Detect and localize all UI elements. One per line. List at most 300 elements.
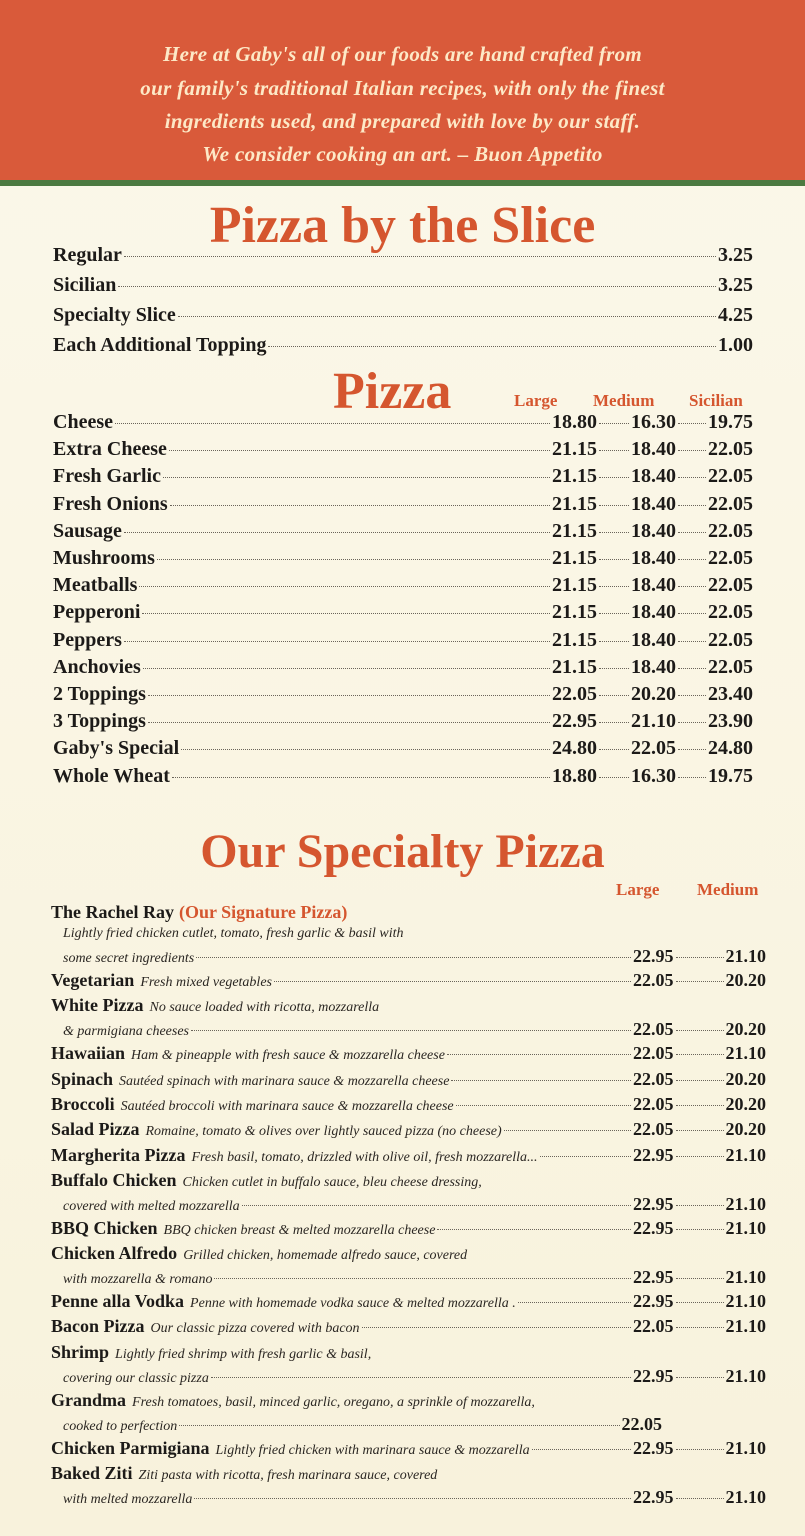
item-name: Chicken Alfredo (51, 1243, 178, 1264)
banner-line: Here at Gaby's all of our foods are hand crafted from (162, 42, 643, 66)
dot-leader (676, 981, 724, 982)
price-large: 21.15 (552, 655, 597, 678)
dot-leader (179, 1425, 619, 1426)
price-medium: 21.10 (725, 1316, 766, 1337)
dot-leader (599, 749, 629, 750)
price-group (552, 465, 753, 488)
dot-leader (194, 1498, 631, 1499)
item-line (51, 1291, 766, 1315)
dot-leader (362, 1327, 631, 1328)
dot-leader (676, 1130, 724, 1131)
dot-leader (599, 559, 629, 560)
item-name: Buffalo Chicken (51, 1169, 177, 1190)
price-group (552, 656, 753, 679)
price-medium: 18.40 (631, 438, 676, 461)
item-name: Regular (53, 244, 122, 266)
price-large: 22.05 (633, 1019, 674, 1040)
price-sicilian: 22.05 (708, 574, 753, 597)
price-group (552, 411, 753, 434)
item-line (51, 1170, 766, 1194)
pizza-row (53, 737, 753, 763)
price-medium: 21.10 (725, 1043, 766, 1064)
price-medium: 16.30 (631, 411, 676, 433)
signature-tag: (Our Signature Pizza) (179, 902, 348, 922)
dot-leader (676, 1030, 724, 1031)
price-medium: 18.40 (631, 601, 676, 624)
item-description: Penne with homemade vodka sauce & melted mozzarella . (190, 1296, 516, 1312)
price-large: 22.05 (633, 970, 674, 990)
dot-leader (599, 505, 629, 506)
dot-leader (211, 1377, 631, 1378)
price-large: 18.80 (552, 764, 597, 787)
item-line (51, 1390, 766, 1414)
item-name: Each Additional Topping (53, 334, 267, 356)
dot-leader (540, 1156, 631, 1157)
dot-leader (268, 346, 716, 347)
dot-leader (676, 1105, 724, 1106)
item-name: Spinach (51, 1068, 114, 1089)
item-line (51, 946, 766, 970)
item-line (51, 1487, 766, 1511)
item-description: BBQ chicken breast & melted mozzarella cheese (163, 1222, 436, 1238)
item-description: covered with melted mozzarella (63, 1198, 240, 1214)
price-large: 21.15 (552, 492, 597, 515)
price-medium: 21.10 (725, 1217, 766, 1238)
specialty-section-title: Our Specialty Pizza (200, 825, 605, 878)
price-large: 22.05 (633, 1043, 674, 1064)
dot-leader (676, 1205, 724, 1206)
specialty-item (51, 902, 766, 970)
item-name: White Pizza (51, 995, 144, 1016)
item-name: Anchovies (53, 655, 141, 678)
price-large: 22.95 (633, 1217, 674, 1238)
item-description: Fresh mixed vegetables (140, 975, 272, 990)
item-description: some secret ingredients (63, 951, 195, 966)
price-sicilian: 22.05 (708, 519, 753, 542)
price-medium: 18.40 (631, 574, 676, 597)
dot-leader (676, 1156, 724, 1157)
slice-row (53, 274, 753, 300)
dot-leader (599, 695, 629, 696)
dot-leader (157, 559, 550, 560)
price-large: 21.15 (552, 547, 597, 569)
price-large: 22.95 (552, 710, 597, 733)
item-price: 1.00 (718, 334, 753, 356)
item-name: Shrimp (51, 1341, 110, 1362)
price-sicilian: 22.05 (708, 547, 753, 569)
item-line (51, 1316, 766, 1340)
specialty-item (51, 1316, 766, 1340)
price-large: 24.80 (552, 737, 597, 760)
price-large: 21.15 (552, 519, 597, 542)
slice-row (53, 334, 753, 360)
price-large: 22.95 (633, 1267, 674, 1288)
item-line (51, 1463, 766, 1487)
price-sicilian: 22.05 (708, 492, 753, 515)
specialty-item (51, 1243, 766, 1291)
specialty-item (51, 1218, 766, 1242)
dot-leader (532, 1449, 631, 1450)
price-large: 18.80 (552, 411, 597, 433)
item-price: 4.25 (718, 304, 753, 326)
dot-leader (456, 1105, 631, 1106)
price-group (552, 629, 753, 652)
specialty-item (51, 970, 766, 994)
dot-leader (169, 450, 550, 451)
price-large: 22.05 (552, 683, 597, 705)
item-description: covering our classic pizza (63, 1370, 209, 1386)
item-line (51, 1267, 766, 1291)
dot-leader (676, 1229, 724, 1230)
item-line (51, 1438, 766, 1462)
price-sicilian: 19.75 (708, 764, 753, 787)
pizza-col-sicilian: Sicilian (689, 391, 743, 410)
item-price: 3.25 (718, 244, 753, 266)
dot-leader (139, 586, 550, 587)
item-description: Grilled chicken, homemade alfredo sauce, covered (183, 1248, 468, 1264)
specialty-item (51, 1069, 766, 1093)
item-description: Chicken cutlet in buffalo sauce, bleu cheese dressing, (182, 1174, 482, 1190)
dot-leader (214, 1278, 631, 1279)
item-description: Lightly fried shrimp with fresh garlic & basil, (115, 1346, 372, 1362)
item-name: Penne alla Vodka (51, 1291, 185, 1312)
dot-leader (599, 423, 629, 424)
item-line (51, 902, 766, 926)
pizza-row (53, 465, 753, 491)
dot-leader (678, 477, 706, 478)
item-name: Vegetarian (51, 970, 135, 990)
dot-leader (599, 532, 629, 533)
dot-leader (676, 1449, 724, 1450)
item-line (51, 1069, 766, 1093)
item-name: Chicken Parmigiana (51, 1437, 210, 1458)
dot-leader (678, 641, 706, 642)
item-line (51, 1194, 766, 1218)
price-large: 22.05 (621, 1413, 662, 1434)
item-description: Our classic pizza covered with bacon (150, 1321, 360, 1337)
banner-line: We consider cooking an art. – Buon Appetito (202, 142, 603, 166)
pizza-row (53, 411, 753, 437)
specialty-item (51, 1119, 766, 1143)
dot-leader (518, 1302, 631, 1303)
price-medium: 21.10 (725, 1437, 766, 1458)
dot-leader (447, 1054, 631, 1055)
dot-leader (178, 316, 716, 317)
dot-leader (678, 668, 706, 669)
price-medium: 18.40 (631, 628, 676, 651)
dot-leader (678, 532, 706, 533)
dot-leader (676, 1080, 724, 1081)
price-sicilian: 22.05 (708, 655, 753, 678)
specialty-item (51, 1170, 766, 1218)
dot-leader (274, 981, 631, 982)
dot-leader (599, 613, 629, 614)
item-description: with mozzarella & romano (63, 1272, 213, 1288)
item-line (51, 970, 766, 994)
price-medium: 21.10 (631, 710, 676, 733)
dot-leader (678, 423, 706, 424)
item-line (51, 1019, 766, 1043)
item-name: Fresh Onions (53, 492, 168, 515)
price-group (552, 438, 753, 461)
item-name: Meatballs (53, 574, 138, 597)
item-description: with melted mozzarella (63, 1492, 193, 1507)
slice-section-title: Pizza by the Slice (209, 197, 596, 254)
price-medium: 20.20 (725, 970, 766, 990)
dot-leader (676, 1377, 724, 1378)
price-medium: 18.40 (631, 547, 676, 569)
price-medium: 18.40 (631, 492, 676, 515)
specialty-item (51, 1043, 766, 1067)
item-name: Whole Wheat (53, 764, 170, 787)
item-name: Fresh Garlic (53, 465, 161, 488)
dot-leader (181, 749, 550, 750)
item-name: Salad Pizza (51, 1119, 140, 1140)
price-large: 22.95 (633, 1144, 674, 1165)
pizza-row (53, 493, 753, 519)
pizza-row (53, 683, 753, 709)
dot-leader (676, 1278, 724, 1279)
dot-leader (678, 586, 706, 587)
specialty-item (51, 1291, 766, 1315)
dot-leader (599, 777, 629, 778)
price-medium: 20.20 (725, 1093, 766, 1114)
item-line (51, 1218, 766, 1242)
dot-leader (504, 1130, 631, 1131)
item-name: Margherita Pizza (51, 1144, 186, 1165)
item-description: Fresh basil, tomato, drizzled with olive oil, fresh mozzarella... (191, 1149, 538, 1165)
dot-leader (599, 450, 629, 451)
item-description: Romaine, tomato & olives over lightly sauced pizza (no cheese) (145, 1124, 502, 1140)
dot-leader (196, 957, 631, 958)
price-large: 21.15 (552, 438, 597, 461)
dot-leader (678, 450, 706, 451)
dot-leader (172, 777, 550, 778)
item-name: Pepperoni (53, 601, 141, 624)
pizza-section-title: Pizza (333, 363, 452, 420)
specialty-item (51, 995, 766, 1043)
price-large: 22.95 (633, 946, 674, 966)
price-medium: 21.10 (725, 1365, 766, 1386)
item-description: Sautéed broccoli with marinara sauce & mozzarella cheese (120, 1098, 454, 1114)
price-medium: 21.10 (725, 946, 766, 966)
specialty-item (51, 1390, 766, 1438)
pizza-row (53, 765, 753, 791)
pizza-row (53, 656, 753, 682)
dot-leader (678, 777, 706, 778)
pizza-col-large: Large (514, 391, 558, 410)
item-name: Extra Cheese (53, 438, 167, 461)
specialty-item (51, 1463, 766, 1511)
item-name: Mushrooms (53, 547, 155, 569)
price-large: 22.05 (633, 1093, 674, 1114)
price-large: 22.05 (633, 1119, 674, 1140)
dot-leader (148, 695, 550, 696)
price-sicilian: 19.75 (708, 411, 753, 433)
dot-leader (678, 695, 706, 696)
item-name: Hawaiian (51, 1043, 126, 1064)
item-line (51, 1043, 766, 1067)
dot-leader (599, 668, 629, 669)
dot-leader (118, 286, 716, 287)
price-medium: 20.20 (725, 1119, 766, 1140)
item-description: Sautéed spinach with marinara sauce & mozzarella cheese (119, 1073, 450, 1089)
price-sicilian: 23.40 (708, 683, 753, 705)
price-large: 22.95 (633, 1291, 674, 1312)
item-name: Gaby's Special (53, 737, 180, 760)
dot-leader (678, 559, 706, 560)
item-description: Ham & pineapple with fresh sauce & mozzarella cheese (131, 1048, 445, 1064)
pizza-row (53, 438, 753, 464)
price-sicilian: 22.05 (708, 601, 753, 624)
item-line (51, 1145, 766, 1169)
item-name: Peppers (53, 628, 122, 651)
pizza-row (53, 710, 753, 736)
item-name: Bacon Pizza (51, 1316, 145, 1337)
dot-leader (124, 641, 550, 642)
item-description: No sauce loaded with ricotta, mozzarella (149, 1000, 380, 1016)
dot-leader (124, 532, 550, 533)
specialty-item (51, 1094, 766, 1118)
dot-leader (676, 1498, 724, 1499)
price-medium: 18.40 (631, 465, 676, 488)
price-sicilian: 22.05 (708, 628, 753, 651)
price-large: 22.95 (633, 1487, 674, 1507)
item-description: Lightly fried chicken with marinara sauce & mozzarella (215, 1442, 530, 1458)
specialty-col-large: Large (616, 880, 660, 899)
pizza-col-medium: Medium (593, 391, 655, 410)
price-sicilian: 22.05 (708, 438, 753, 461)
item-name: Baked Ziti (51, 1463, 133, 1483)
dot-leader (599, 722, 629, 723)
item-description: & parmigiana cheeses (63, 1024, 189, 1040)
price-medium: 20.20 (725, 1019, 766, 1040)
price-medium: 20.20 (631, 683, 676, 705)
specialty-item (51, 1145, 766, 1169)
dot-leader (599, 477, 629, 478)
dot-leader (599, 641, 629, 642)
item-name: Specialty Slice (53, 304, 176, 326)
price-group (552, 737, 753, 760)
price-large: 22.05 (633, 1316, 674, 1337)
price-large: 21.15 (552, 601, 597, 624)
price-medium: 21.10 (725, 1291, 766, 1312)
price-sicilian: 23.90 (708, 710, 753, 733)
item-name: Sausage (53, 519, 122, 542)
pizza-row (53, 574, 753, 600)
pizza-row (53, 601, 753, 627)
price-large: 22.95 (633, 1193, 674, 1214)
dot-leader (676, 957, 724, 958)
dot-leader (676, 1327, 724, 1328)
slice-row (53, 244, 753, 270)
item-description: Ziti pasta with ricotta, fresh marinara sauce, covered (138, 1468, 438, 1483)
price-large: 21.15 (552, 628, 597, 651)
price-group (552, 520, 753, 543)
item-line (51, 1342, 766, 1366)
dot-leader (678, 722, 706, 723)
item-name: Sicilian (53, 274, 117, 296)
slice-row (53, 304, 753, 330)
item-line (51, 1243, 766, 1267)
price-group (552, 765, 753, 788)
item-description: Lightly fried chicken cutlet, tomato, fresh garlic & basil with (63, 926, 404, 941)
dot-leader (437, 1229, 631, 1230)
item-line (51, 995, 766, 1019)
item-line (51, 1414, 766, 1438)
price-medium: 20.20 (725, 1068, 766, 1089)
dot-leader (143, 668, 550, 669)
dot-leader (676, 1054, 724, 1055)
item-name: 3 Toppings (53, 710, 146, 733)
price-medium: 21.10 (725, 1267, 766, 1288)
dot-leader (678, 505, 706, 506)
dot-leader (599, 586, 629, 587)
price-large: 22.95 (633, 1437, 674, 1458)
dot-leader (170, 505, 550, 506)
item-name: BBQ Chicken (51, 1217, 158, 1238)
price-medium: 18.40 (631, 519, 676, 542)
dot-leader (148, 722, 550, 723)
item-name: The Rachel Ray (51, 902, 174, 922)
item-line (51, 1119, 766, 1143)
item-line (51, 926, 766, 946)
price-medium: 21.10 (725, 1487, 766, 1507)
item-price: 3.25 (718, 274, 753, 296)
dot-leader (451, 1080, 631, 1081)
banner-line: ingredients used, and prepared with love by our staff. (164, 109, 641, 133)
specialty-col-medium: Medium (697, 880, 759, 899)
banner-line: our family's traditional Italian recipes, with only the finest (140, 76, 665, 100)
pizza-row (53, 520, 753, 546)
pizza-row (53, 629, 753, 655)
price-large: 21.15 (552, 574, 597, 597)
item-line (51, 1366, 766, 1390)
item-name: Broccoli (51, 1093, 115, 1114)
price-sicilian: 24.80 (708, 737, 753, 760)
specialty-item (51, 1438, 766, 1462)
item-line (51, 1094, 766, 1118)
price-medium: 16.30 (631, 764, 676, 787)
price-group (552, 547, 753, 570)
dot-leader (124, 256, 716, 257)
item-description: cooked to perfection (63, 1418, 178, 1434)
price-medium: 18.40 (631, 655, 676, 678)
item-name: 2 Toppings (53, 683, 146, 705)
intro-banner (0, 0, 805, 186)
dot-leader (191, 1030, 631, 1031)
item-description: Fresh tomatoes, basil, minced garlic, oregano, a sprinkle of mozzarella, (132, 1394, 535, 1410)
dot-leader (676, 1302, 724, 1303)
dot-leader (163, 477, 550, 478)
price-group (552, 574, 753, 597)
price-medium: 22.05 (631, 737, 676, 760)
price-group (552, 710, 753, 733)
price-group (552, 601, 753, 624)
price-sicilian: 22.05 (708, 465, 753, 488)
pizza-row (53, 547, 753, 573)
price-large: 21.15 (552, 465, 597, 488)
dot-leader (142, 613, 550, 614)
item-name: Cheese (53, 411, 113, 433)
dot-leader (678, 613, 706, 614)
price-group (552, 493, 753, 516)
price-medium: 21.10 (725, 1144, 766, 1165)
specialty-item (51, 1342, 766, 1390)
price-large: 22.05 (633, 1068, 674, 1089)
price-large: 22.95 (633, 1365, 674, 1386)
price-medium: 21.10 (725, 1193, 766, 1214)
